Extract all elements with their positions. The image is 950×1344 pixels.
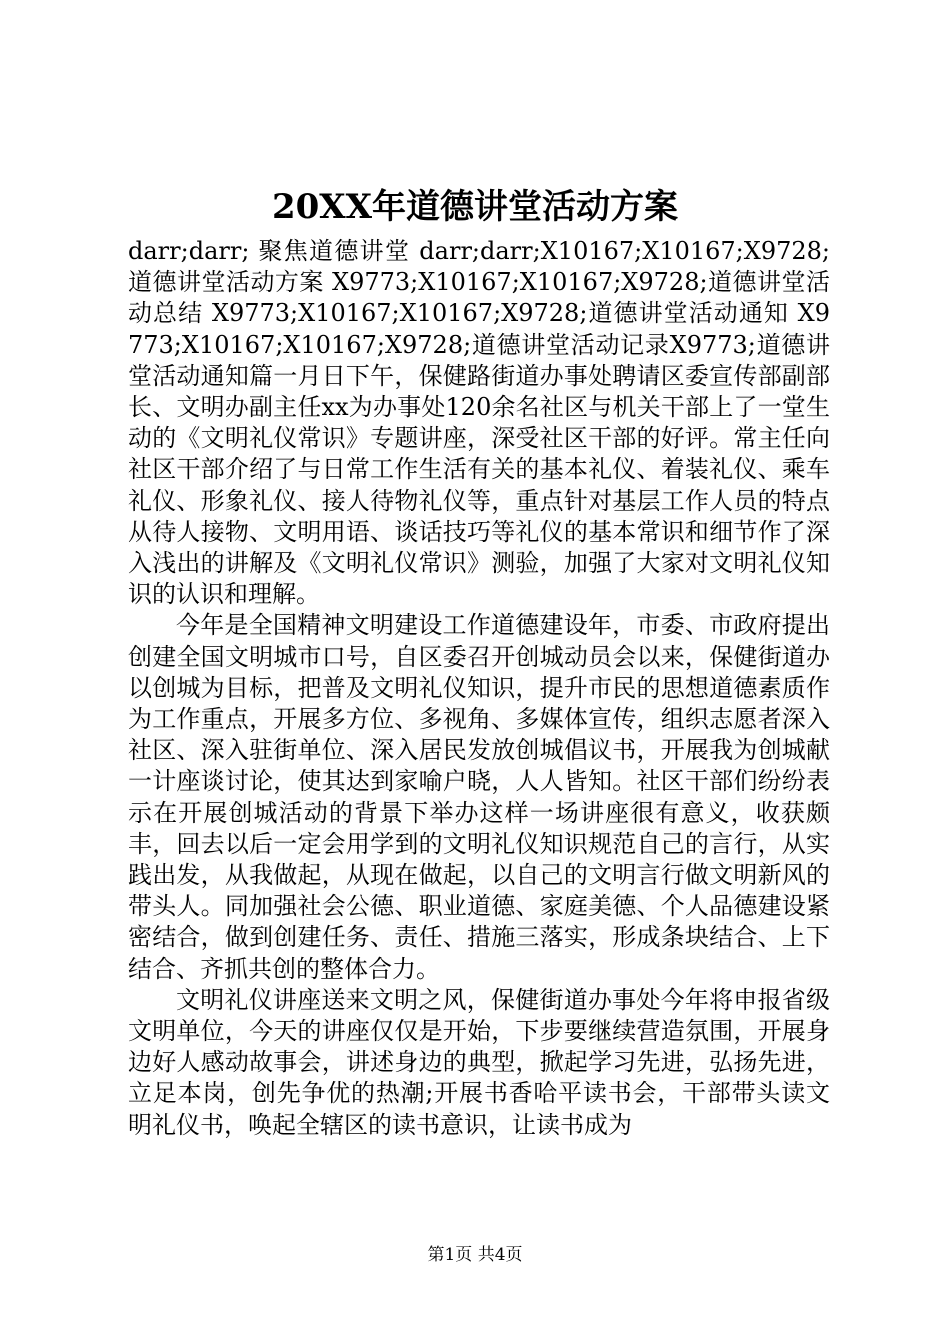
page-total: 共4页	[477, 1245, 523, 1265]
paragraph-2: 今年是全国精神文明建设工作道德建设年，市委、市政府提出创建全国文明城市口号，自区委召开创城动员会以来，保健街道办以创城为目标，把普及文明礼仪知识，提升市民的思想道德素质作为工作重点，开展多方位、多视角、多媒体宣传，组织志愿者深入社区、深入驻街单位、深入居民发放创城倡议书，开展我为创城献一计座谈讨论，使其达到家喻户晓，人人皆知。社区干部们纷纷表示在开展创城活动的背景下举办这样一场讲座很有意义，收获颇丰，回去以后一定会用学到的文明礼仪知识规范自己的言行，从实践出发，从我做起，从现在做起，以自己的文明言行做文明新风的带头人。同加强社会公德、职业道德、家庭美德、个人品德建设紧密结合，做到创建任务、责任、措施三落实，形成条块结合、上下结合、齐抓共创的整体合力。	[128, 611, 830, 983]
page-footer	[0, 1240, 950, 1265]
document-body	[128, 236, 830, 1141]
document-title: 20XX年道德讲堂活动方案	[271, 187, 679, 227]
page-number: 第1页	[427, 1245, 473, 1265]
paragraph-3: 文明礼仪讲座送来文明之风，保健街道办事处今年将申报省级文明单位，今天的讲座仅仅是开始，下步要继续营造氛围，开展身边好人感动故事会，讲述身边的典型，掀起学习先进，弘扬先进，立足本岗，创先争优的热潮;开展书香哈平读书会，干部带头读文明礼仪书，唤起全辖区的读书意识，让读书成为	[128, 985, 830, 1139]
paragraph-1: darr;darr; 聚焦道德讲堂 darr;darr;X10167;X10167;X9728;道德讲堂活动方案 X9773;X10167;X10167;X9728;道德讲堂活动总结 X9773;X10167;X10167;X9728;道德讲堂活动通知 X9773;X10167;X10167;X9728;道德讲堂活动记录X9773;道德讲堂活动通知篇一月日下午，保健路街道办事处聘请区委宣传部副部长、文明办副主任xx为办事处120余名社区与机关干部上了一堂生动的《文明礼仪常识》专题讲座，深受社区干部的好评。常主任向社区干部介绍了与日常工作生活有关的基本礼仪、着装礼仪、乘车礼仪、形象礼仪、接人待物礼仪等，重点针对基层工作人员的特点从待人接物、文明用语、谈话技巧等礼仪的基本常识和细节作了深入浅出的讲解及《文明礼仪常识》测验，加强了大家对文明礼仪知识的认识和理解。	[128, 237, 830, 609]
